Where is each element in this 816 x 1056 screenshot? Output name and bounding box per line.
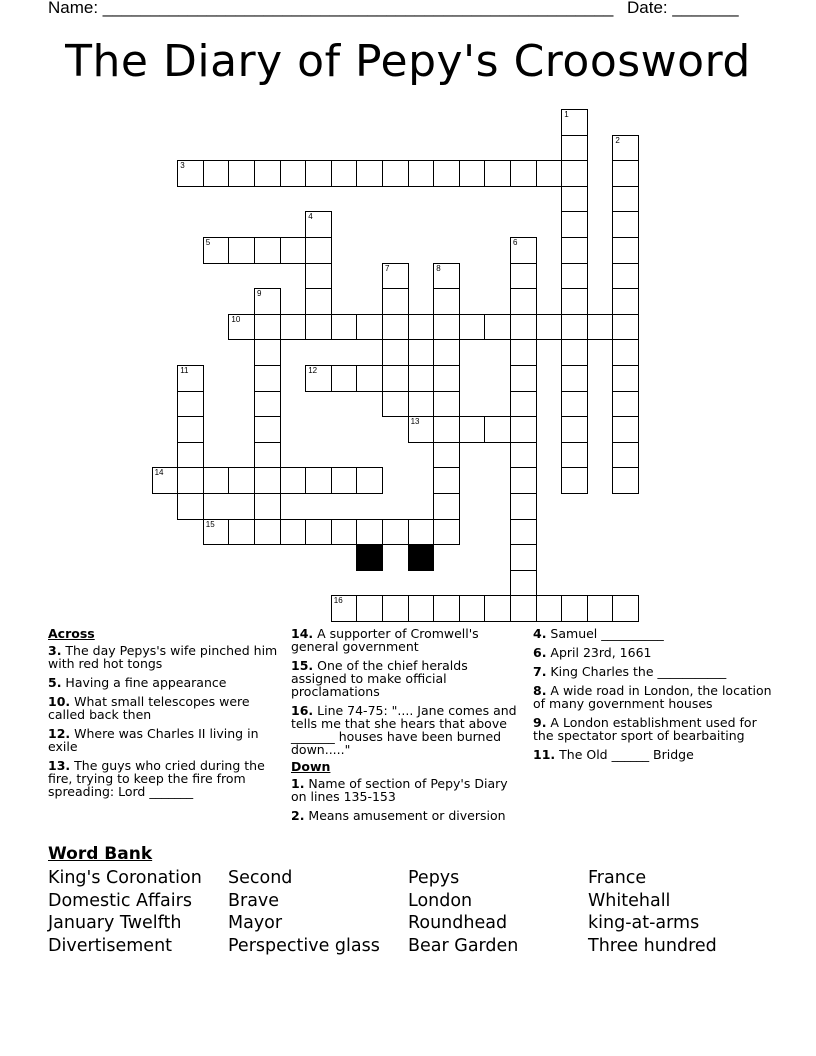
clue-text: Name of section of Pepy's Diary on lines 135-153 bbox=[291, 776, 508, 804]
clue-number: 13 bbox=[410, 417, 420, 427]
page-title: The Diary of Pepy's Croosword bbox=[65, 36, 751, 87]
grid-cell[interactable] bbox=[612, 160, 639, 187]
clue-number: 11 bbox=[180, 366, 189, 375]
grid-cell[interactable] bbox=[433, 493, 460, 520]
grid-cell[interactable] bbox=[433, 416, 460, 443]
grid-cell[interactable] bbox=[305, 519, 332, 546]
clue-text: Where was Charles II living in exile bbox=[48, 726, 259, 754]
grid-cell[interactable] bbox=[433, 263, 460, 290]
clue-item bbox=[48, 644, 278, 670]
grid-cell[interactable] bbox=[280, 237, 307, 264]
grid-cell[interactable] bbox=[433, 595, 460, 622]
grid-cell[interactable] bbox=[382, 263, 409, 290]
grid-cell[interactable] bbox=[536, 314, 563, 341]
clue-number: 15 bbox=[205, 519, 215, 529]
clue-item bbox=[533, 665, 773, 678]
grid-cell[interactable] bbox=[561, 339, 588, 366]
grid-cell[interactable] bbox=[382, 160, 409, 187]
grid-cell[interactable] bbox=[408, 416, 435, 443]
grid-cell[interactable] bbox=[561, 595, 588, 622]
clue-text: The guys who cried during the fire, trying to keep the fire from spreading: Lord _______ bbox=[48, 758, 265, 799]
grid-cell[interactable] bbox=[203, 519, 230, 546]
grid-cell[interactable] bbox=[510, 442, 537, 469]
word-bank-column bbox=[408, 867, 518, 957]
grid-cell[interactable] bbox=[510, 493, 537, 520]
grid-cell[interactable] bbox=[331, 160, 358, 187]
grid-cell[interactable] bbox=[177, 365, 204, 392]
grid-cell[interactable] bbox=[510, 416, 537, 443]
grid-cell[interactable] bbox=[177, 160, 204, 187]
clue-item bbox=[533, 748, 773, 761]
grid-cell[interactable] bbox=[510, 263, 537, 290]
clue-text: The Old ______ Bridge bbox=[555, 747, 694, 762]
clue-text: A wide road in London, the location of many government houses bbox=[533, 683, 772, 711]
grid-cell[interactable] bbox=[228, 519, 255, 546]
word-bank-column bbox=[588, 867, 717, 957]
grid-cell[interactable] bbox=[254, 391, 281, 418]
grid-cell[interactable] bbox=[152, 467, 179, 494]
grid-cell[interactable] bbox=[433, 442, 460, 469]
grid-cell[interactable] bbox=[254, 442, 281, 469]
grid-cell[interactable] bbox=[177, 467, 204, 494]
clue-number: 7 bbox=[385, 263, 390, 273]
grid-cell[interactable] bbox=[510, 391, 537, 418]
grid-cell[interactable] bbox=[561, 109, 588, 136]
grid-cell[interactable] bbox=[561, 186, 588, 213]
clue-number: 6. bbox=[533, 645, 547, 660]
word-bank-entry: king-at-arms bbox=[588, 913, 700, 934]
grid-cell[interactable] bbox=[356, 595, 383, 622]
grid-cell[interactable] bbox=[408, 519, 435, 546]
grid-cell[interactable] bbox=[510, 365, 537, 392]
grid-cell[interactable] bbox=[177, 391, 204, 418]
grid-cell[interactable] bbox=[228, 160, 255, 187]
clues-column-3 bbox=[533, 627, 773, 767]
grid-cell[interactable] bbox=[254, 467, 281, 494]
clue-item bbox=[291, 809, 519, 822]
grid-cell[interactable] bbox=[612, 211, 639, 238]
grid-cell[interactable] bbox=[612, 467, 639, 494]
grid-cell[interactable] bbox=[254, 314, 281, 341]
clue-number: 12. bbox=[48, 726, 71, 741]
grid-cell[interactable] bbox=[305, 160, 332, 187]
grid-cell[interactable] bbox=[280, 160, 307, 187]
clue-number: 5 bbox=[205, 238, 211, 247]
grid-cell[interactable] bbox=[177, 442, 204, 469]
clue-item bbox=[533, 646, 773, 659]
clue-text: A supporter of Cromwell's general government bbox=[291, 626, 479, 654]
grid-cell[interactable] bbox=[510, 519, 537, 546]
clue-number: 10 bbox=[231, 314, 241, 324]
grid-cell[interactable] bbox=[612, 391, 639, 418]
grid-cell[interactable] bbox=[561, 135, 588, 162]
clue-text: One of the chief heralds assigned to make official proclamations bbox=[291, 658, 468, 699]
grid-cell[interactable] bbox=[254, 288, 281, 315]
grid-cell[interactable] bbox=[561, 416, 588, 443]
grid-cell[interactable] bbox=[305, 263, 332, 290]
grid-cell[interactable] bbox=[459, 160, 486, 187]
grid-cell[interactable] bbox=[561, 467, 588, 494]
word-bank-entry: France bbox=[588, 868, 647, 888]
clue-item bbox=[291, 704, 519, 756]
grid-cell[interactable] bbox=[510, 288, 537, 315]
grid-cell[interactable] bbox=[356, 519, 383, 546]
grid-cell[interactable] bbox=[254, 493, 281, 520]
grid-cell[interactable] bbox=[510, 237, 537, 264]
grid-cell[interactable] bbox=[356, 314, 383, 341]
grid-cell[interactable] bbox=[203, 467, 230, 494]
grid-cell[interactable] bbox=[433, 467, 460, 494]
word-bank-entry: January Twelfth bbox=[48, 913, 182, 934]
grid-cell[interactable] bbox=[382, 391, 409, 418]
word-bank-column bbox=[228, 867, 380, 957]
word-bank-title: Word Bank bbox=[48, 844, 153, 864]
grid-cell[interactable] bbox=[536, 595, 563, 622]
grid-cell[interactable] bbox=[561, 365, 588, 392]
clue-number: 5. bbox=[48, 675, 62, 690]
grid-cell[interactable] bbox=[484, 595, 511, 622]
clue-number: 9 bbox=[257, 289, 262, 299]
grid-cell[interactable] bbox=[433, 519, 460, 546]
word-bank-entry: Bear Garden bbox=[408, 935, 519, 956]
grid-block bbox=[356, 544, 383, 571]
clue-text: What small telescopes were called back then bbox=[48, 694, 250, 722]
clue-number: 14 bbox=[154, 468, 164, 478]
word-bank-entry: Brave bbox=[228, 890, 280, 911]
grid-cell[interactable] bbox=[408, 595, 435, 622]
grid-cell[interactable] bbox=[612, 339, 639, 366]
grid-cell[interactable] bbox=[587, 595, 614, 622]
grid-cell[interactable] bbox=[203, 237, 230, 264]
grid-cell[interactable] bbox=[177, 493, 204, 520]
grid-cell[interactable] bbox=[305, 237, 332, 264]
clue-text: Samuel __________ bbox=[546, 626, 664, 641]
grid-cell[interactable] bbox=[484, 314, 511, 341]
clue-number: 4. bbox=[533, 626, 547, 641]
grid-cell[interactable] bbox=[382, 365, 409, 392]
grid-cell[interactable] bbox=[433, 314, 460, 341]
clue-item bbox=[533, 716, 773, 742]
word-bank-entry: Mayor bbox=[228, 913, 283, 934]
grid-cell[interactable] bbox=[510, 544, 537, 571]
grid-cell[interactable] bbox=[561, 160, 588, 187]
clue-item bbox=[533, 684, 773, 710]
grid-cell[interactable] bbox=[433, 288, 460, 315]
grid-cell[interactable] bbox=[612, 442, 639, 469]
grid-cell[interactable] bbox=[382, 314, 409, 341]
grid-cell[interactable] bbox=[203, 160, 230, 187]
grid-cell[interactable] bbox=[561, 211, 588, 238]
across-heading: Across bbox=[48, 626, 95, 641]
grid-cell[interactable] bbox=[561, 237, 588, 264]
grid-cell[interactable] bbox=[177, 416, 204, 443]
grid-cell[interactable] bbox=[433, 160, 460, 187]
grid-cell[interactable] bbox=[561, 288, 588, 315]
clue-number: 8. bbox=[533, 683, 547, 698]
clue-text: April 23rd, 1661 bbox=[546, 645, 652, 660]
grid-cell[interactable] bbox=[331, 467, 358, 494]
grid-cell[interactable] bbox=[484, 160, 511, 187]
grid-cell[interactable] bbox=[331, 519, 358, 546]
clue-item bbox=[291, 627, 519, 653]
clue-number: 10. bbox=[48, 694, 71, 709]
grid-cell[interactable] bbox=[612, 135, 639, 162]
grid-cell[interactable] bbox=[254, 365, 281, 392]
grid-cell[interactable] bbox=[254, 519, 281, 546]
grid-cell[interactable] bbox=[382, 595, 409, 622]
grid-cell[interactable] bbox=[356, 160, 383, 187]
grid-cell[interactable] bbox=[510, 160, 537, 187]
grid-cell[interactable] bbox=[228, 314, 255, 341]
grid-cell[interactable] bbox=[459, 314, 486, 341]
clue-item bbox=[48, 695, 278, 721]
word-bank-column bbox=[48, 867, 202, 957]
grid-cell[interactable] bbox=[510, 339, 537, 366]
grid-cell[interactable] bbox=[228, 237, 255, 264]
clue-item bbox=[291, 777, 519, 803]
grid-cell[interactable] bbox=[408, 365, 435, 392]
grid-cell[interactable] bbox=[561, 314, 588, 341]
grid-cell[interactable] bbox=[587, 314, 614, 341]
word-bank-entry: Three hundred bbox=[588, 935, 717, 956]
grid-block bbox=[408, 544, 435, 571]
grid-cell[interactable] bbox=[305, 365, 332, 392]
clue-text: Having a fine appearance bbox=[61, 675, 227, 690]
grid-cell[interactable] bbox=[561, 442, 588, 469]
clues-column-1 bbox=[48, 627, 278, 804]
grid-cell[interactable] bbox=[561, 391, 588, 418]
clue-number: 1 bbox=[564, 110, 569, 119]
down-heading: Down bbox=[291, 759, 331, 774]
grid-cell[interactable] bbox=[612, 186, 639, 213]
clue-text: King Charles the ___________ bbox=[546, 664, 727, 679]
grid-cell[interactable] bbox=[612, 314, 639, 341]
clue-number: 7. bbox=[533, 664, 547, 679]
grid-cell[interactable] bbox=[433, 365, 460, 392]
grid-cell[interactable] bbox=[305, 211, 332, 238]
clue-text: A London establishment used for the spectator sport of bearbaiting bbox=[533, 715, 757, 743]
grid-cell[interactable] bbox=[228, 467, 255, 494]
word-bank-entry: London bbox=[408, 890, 473, 911]
clue-number: 3. bbox=[48, 643, 62, 658]
clue-number: 6 bbox=[513, 238, 518, 247]
grid-cell[interactable] bbox=[382, 339, 409, 366]
grid-cell[interactable] bbox=[254, 416, 281, 443]
clue-number: 3 bbox=[180, 161, 185, 171]
word-bank-entry: Second bbox=[228, 868, 293, 888]
grid-cell[interactable] bbox=[356, 467, 383, 494]
clue-number: 2 bbox=[615, 135, 620, 145]
word-bank-entry: Divertisement bbox=[48, 935, 173, 956]
grid-cell[interactable] bbox=[510, 595, 537, 622]
clue-text: Means amusement or diversion bbox=[304, 808, 506, 823]
date-field-label: Date: _______ bbox=[627, 0, 739, 17]
grid-cell[interactable] bbox=[408, 314, 435, 341]
grid-cell[interactable] bbox=[280, 314, 307, 341]
clue-number: 12 bbox=[308, 366, 318, 375]
grid-cell[interactable] bbox=[382, 288, 409, 315]
grid-cell[interactable] bbox=[305, 314, 332, 341]
grid-cell[interactable] bbox=[510, 467, 537, 494]
clue-item bbox=[48, 727, 278, 753]
grid-cell[interactable] bbox=[254, 160, 281, 187]
word-bank-entry: King's Coronation bbox=[48, 868, 202, 888]
grid-cell[interactable] bbox=[561, 263, 588, 290]
clue-number: 11. bbox=[533, 747, 556, 762]
word-bank-entry: Roundhead bbox=[408, 913, 508, 934]
clue-number: 14. bbox=[291, 626, 314, 641]
grid-cell[interactable] bbox=[612, 263, 639, 290]
grid-cell[interactable] bbox=[254, 237, 281, 264]
grid-cell[interactable] bbox=[459, 595, 486, 622]
clue-number: 9. bbox=[533, 715, 547, 730]
grid-cell[interactable] bbox=[331, 365, 358, 392]
grid-cell[interactable] bbox=[484, 416, 511, 443]
grid-cell[interactable] bbox=[280, 467, 307, 494]
clue-text: The day Pepys's wife pinched him with red hot tongs bbox=[48, 643, 278, 671]
grid-cell[interactable] bbox=[612, 288, 639, 315]
clue-item bbox=[48, 759, 278, 798]
clue-number: 16 bbox=[333, 596, 343, 606]
grid-cell[interactable] bbox=[331, 595, 358, 622]
grid-cell[interactable] bbox=[254, 339, 281, 366]
word-bank-entry: Whitehall bbox=[588, 890, 671, 911]
clue-number: 15. bbox=[291, 658, 314, 673]
grid-cell[interactable] bbox=[510, 314, 537, 341]
grid-cell[interactable] bbox=[382, 519, 409, 546]
clue-number: 1. bbox=[291, 776, 305, 791]
grid-cell[interactable] bbox=[331, 314, 358, 341]
grid-cell[interactable] bbox=[612, 365, 639, 392]
grid-cell[interactable] bbox=[536, 160, 563, 187]
clue-number: 16. bbox=[291, 703, 314, 718]
grid-cell[interactable] bbox=[433, 391, 460, 418]
clue-item bbox=[48, 676, 278, 689]
clue-number: 13. bbox=[48, 758, 71, 773]
grid-cell[interactable] bbox=[305, 288, 332, 315]
clue-item bbox=[291, 659, 519, 698]
word-bank-entry: Domestic Affairs bbox=[48, 890, 192, 911]
grid-cell[interactable] bbox=[612, 416, 639, 443]
clue-number: 4 bbox=[308, 212, 313, 222]
grid-cell[interactable] bbox=[280, 519, 307, 546]
word-bank-entry: Pepys bbox=[408, 868, 460, 888]
grid-cell[interactable] bbox=[612, 237, 639, 264]
name-field-label: Name: ______________________________________________________ bbox=[48, 0, 614, 17]
grid-cell[interactable] bbox=[356, 365, 383, 392]
grid-cell[interactable] bbox=[408, 160, 435, 187]
clue-number: 2. bbox=[291, 808, 305, 823]
grid-cell[interactable] bbox=[433, 339, 460, 366]
clues-column-2 bbox=[291, 627, 519, 828]
clue-item bbox=[533, 627, 773, 640]
word-bank-entry: Perspective glass bbox=[228, 935, 380, 956]
clue-number: 8 bbox=[436, 263, 441, 273]
grid-cell[interactable] bbox=[612, 595, 639, 622]
clue-text: Line 74-75: ".... Jane comes and tells me that she hears that above _______ houses have been burned down....." bbox=[291, 703, 517, 757]
grid-cell[interactable] bbox=[510, 570, 537, 597]
grid-cell[interactable] bbox=[305, 467, 332, 494]
grid-cell[interactable] bbox=[459, 416, 486, 443]
